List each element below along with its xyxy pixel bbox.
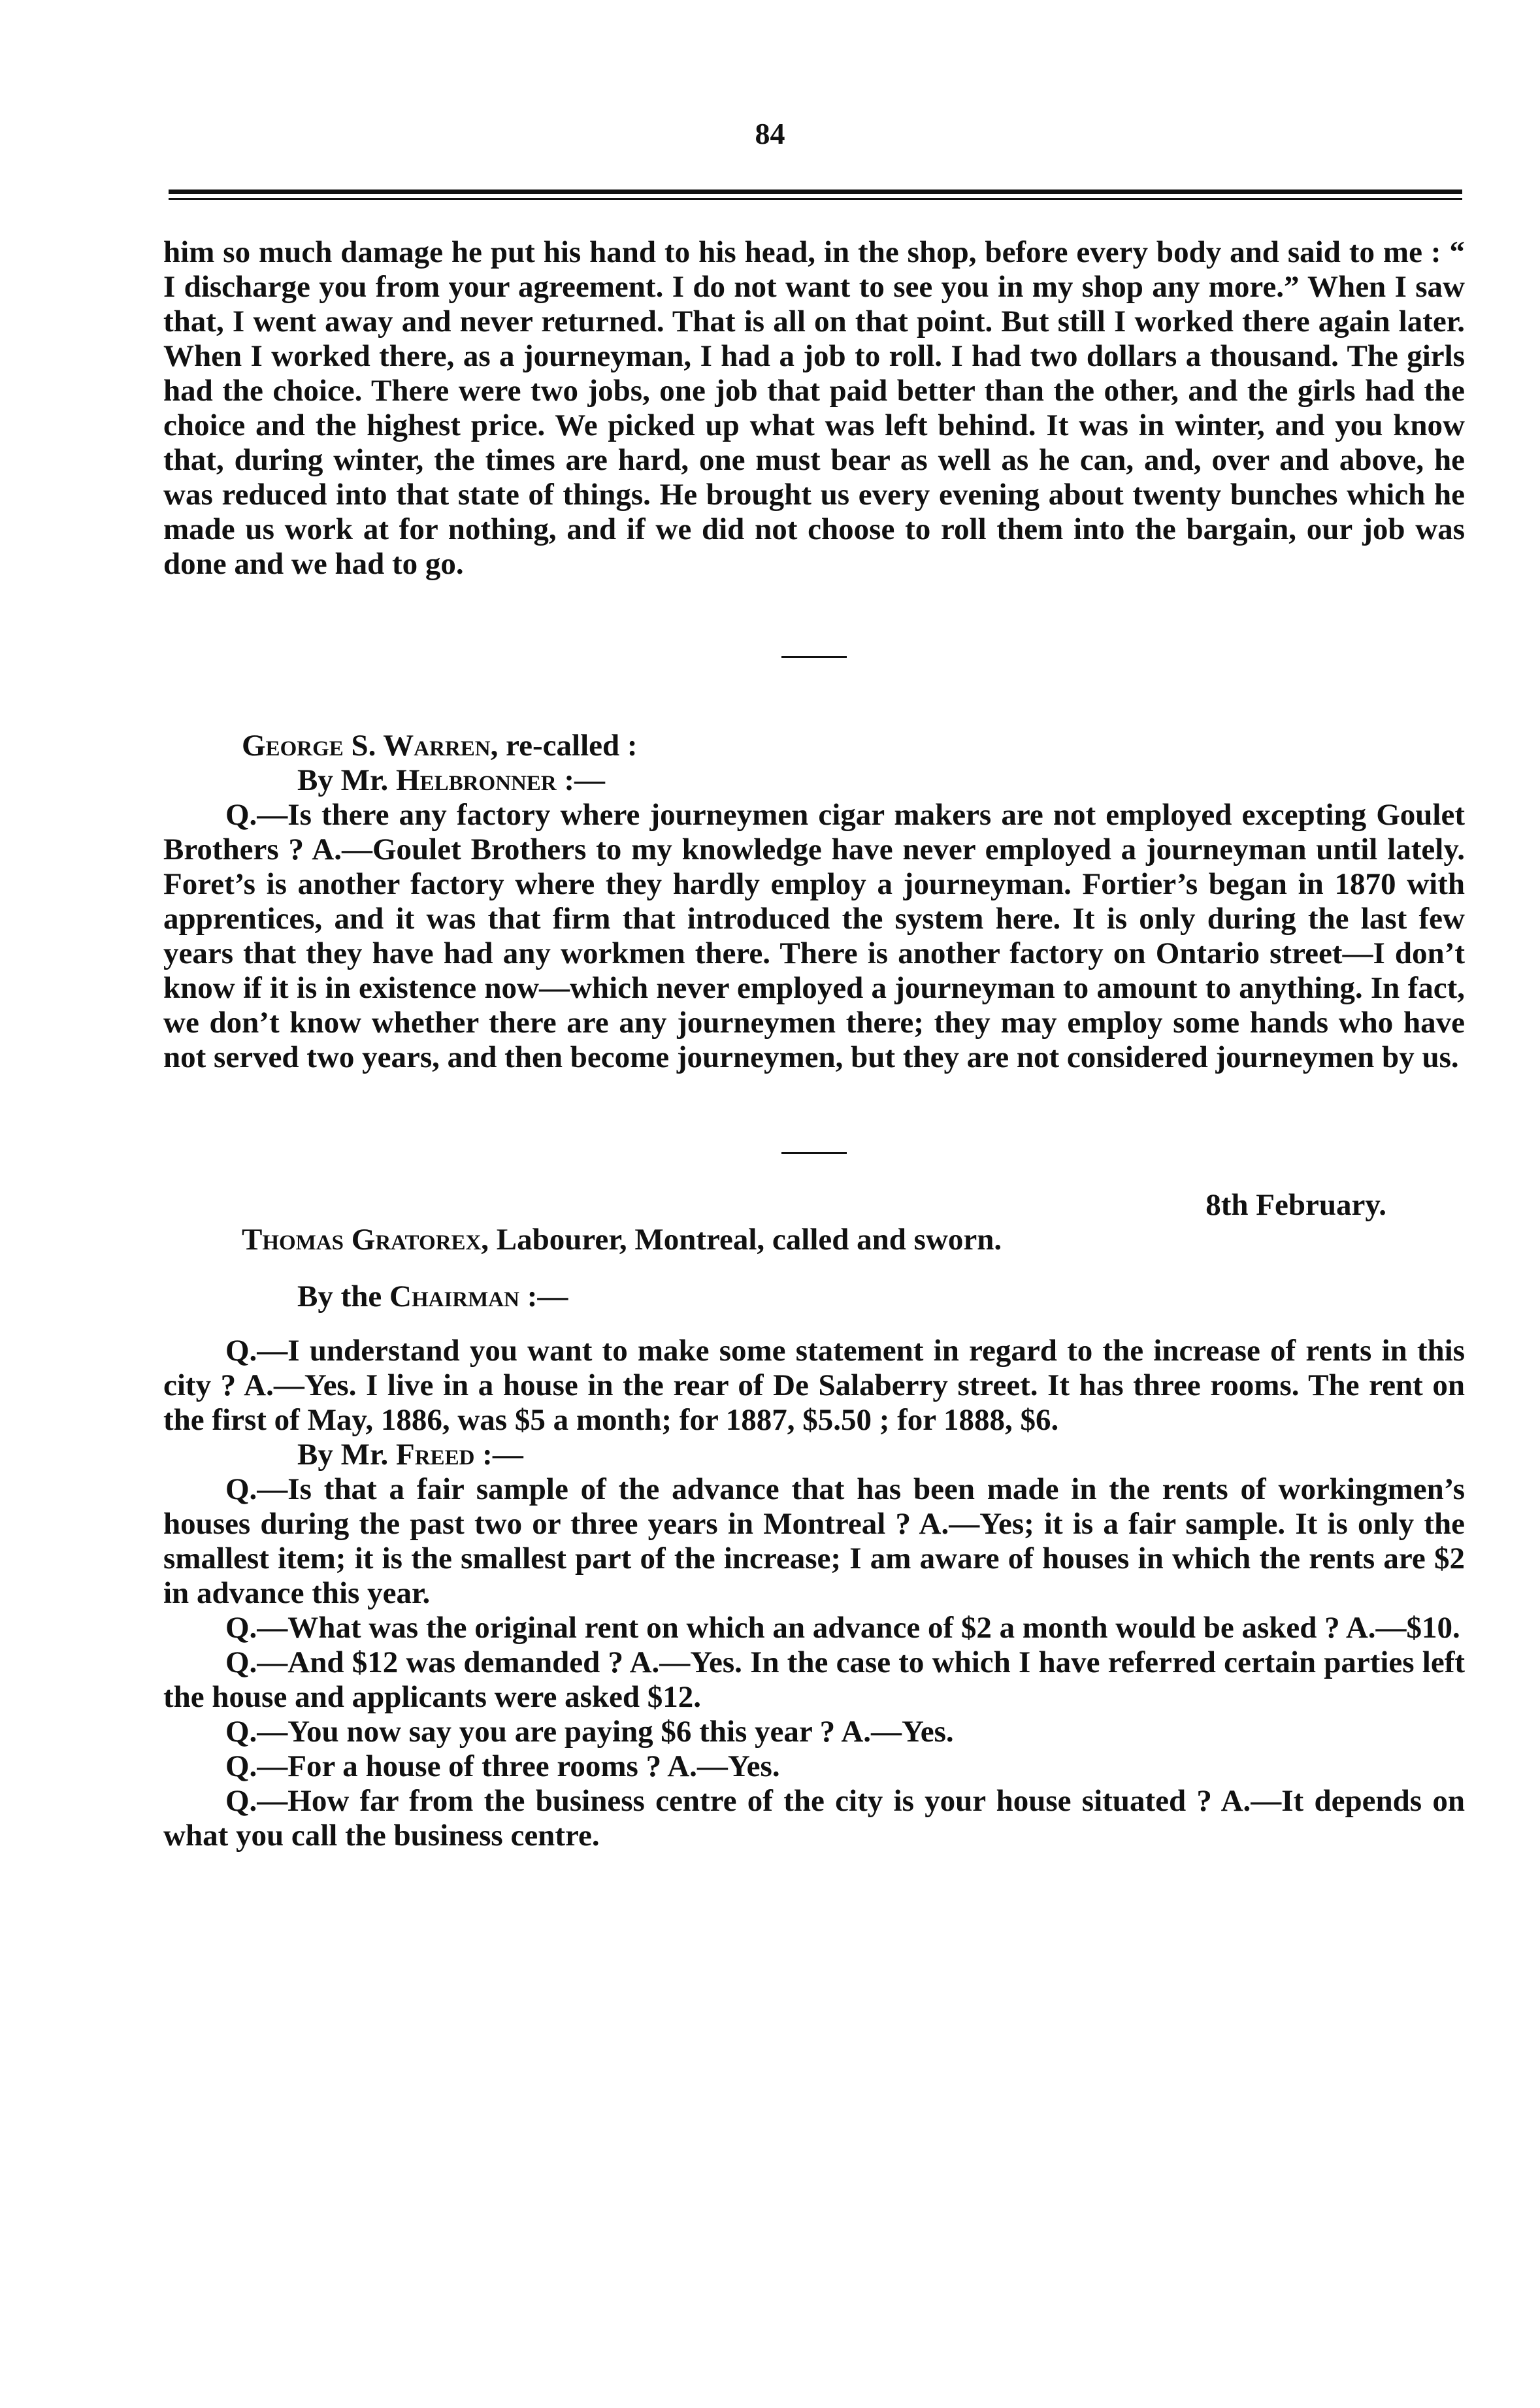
witness-suffix: , Labourer, Montreal, called and sworn. [481,1223,1002,1257]
header-rule-thick [169,190,1462,194]
testimony-paragraph: Q.—I understand you want to make some statement in regard to the increase of rents in this city ? A.—Yes. I live in a house in the rear of De Salaberry street. It has three rooms. The rent on the first of May, 1886, was $5 a month; for 1887, $5.50 ; for 1888, $6. [163,1334,1465,1437]
session-date: 8th February. [1205,1188,1386,1222]
witness-name: Thomas Gratorex [242,1223,482,1257]
witness-heading-gratorex [163,1223,1465,1257]
witness-name: George S. Warren [242,729,491,763]
examiner-prefix: By the [297,1279,389,1313]
examiner-heading-chairman [163,1279,1465,1314]
examiner-prefix: By Mr. [297,763,397,797]
testimony-paragraph: Q.—Is there any factory where journeymen cigar makers are not employed excepting Goulet Brothers ? A.—Goulet Brothers to my knowledge have never employed a journeyman until lately. Foret’s is another factory where they hardly employ a journeyman. Fortier’s began in 1870 with apprentices, and it was that firm that introduced the system here. It is only during the last few years that they have had any workmen there. There is another factory on Ontario street—I don’t know if it is in existence now—which never employed a journeyman to amount to anything. In fact, we don’t know whether there are any journeymen there; they may employ some hands who have not served two years, and then become journeymen, but they are not considered journeymen by us. [163,798,1465,1074]
qa-paragraph: Q.—For a house of three rooms ? A.—Yes. [225,1749,780,1783]
examiner-name: Chairman [389,1279,519,1313]
witness-suffix: , re-called : [490,729,638,763]
section-separator [781,656,847,658]
examiner-suffix: :— [556,763,606,797]
qa-paragraph: Q.—You now say you are paying $6 this year ? A.—Yes. [225,1715,954,1749]
header-rule-thin [169,198,1462,200]
examiner-suffix: :— [519,1279,568,1313]
page-number: 84 [755,117,785,150]
qa-paragraph: Q.—What was the original rent on which an advance of $2 a month would be asked ? A.—$10. [225,1611,1460,1645]
examiner-prefix: By Mr. [297,1438,397,1472]
witness-heading-warren [163,729,1465,763]
opening-paragraph: him so much damage he put his hand to his head, in the shop, before every body and said to me : “ I discharge you from your agreement. I do not want to see you in my shop any more.” When I saw that, I went away and never returned. That is all on that point. But still I worked there again later. When I worked there, as a journeyman, I had a job to roll. I had two dollars a thousand. The girls had the choice. There were two jobs, one job that paid better than the other, and the girls had the choice and the highest price. We picked up what was left behind. It was in winter, and you know that, during winter, the times are hard, one must bear as well as he can, and, over and above, he was reduced into that state of things. He brought us every evening about twenty bunches which he made us work at for nothing, and if we did not choose to roll them into the bargain, our job was done and we had to go. [163,235,1465,581]
examiner-heading-helbronner [163,763,1465,798]
page-body [163,235,1465,1853]
qa-paragraph: Q.—How far from the business centre of the city is your house situated ? A.—It depends on what you call the business centre. [163,1784,1465,1853]
examiner-name: Freed [396,1438,475,1472]
qa-paragraph: Q.—And $12 was demanded ? A.—Yes. In the case to which I have referred certain parties left the house and applicants were asked $12. [163,1645,1465,1714]
examiner-suffix: :— [474,1438,523,1472]
examiner-heading-freed [163,1438,1465,1472]
section-separator [781,1152,847,1154]
qa-paragraph: Q.—Is that a fair sample of the advance that has been made in the rents of workingmen’s houses during the past two or three years in Montreal ? A.—Yes; it is a fair sample. It is only the smallest item; it is the smallest part of the increase; I am aware of houses in which the rents are $2 in advance this year. [163,1472,1465,1610]
examiner-name: Helbronner [396,763,557,797]
